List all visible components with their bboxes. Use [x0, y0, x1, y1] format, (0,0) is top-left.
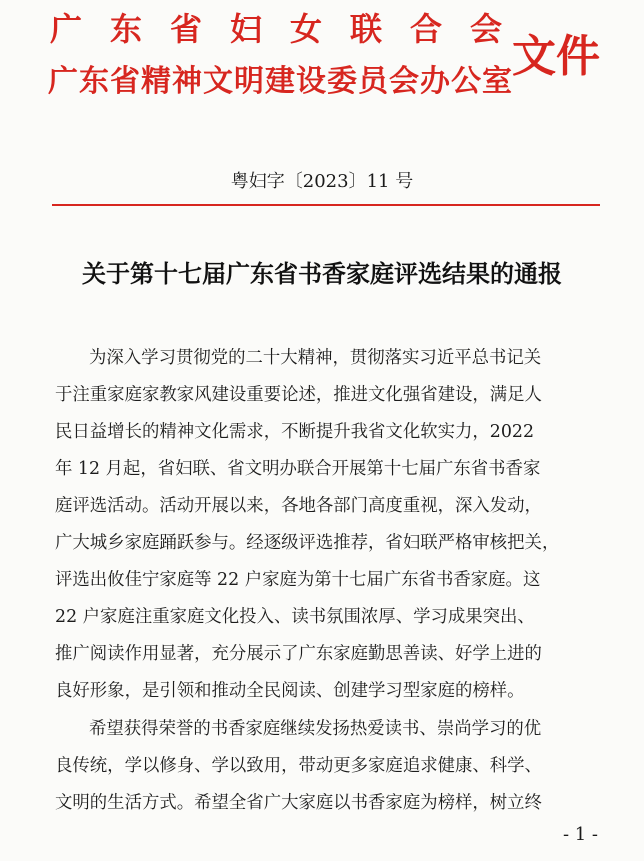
paragraph-line: 文明的生活方式。希望全省广大家庭以书香家庭为榜样，树立终 — [55, 793, 542, 813]
red-separator-line — [52, 204, 600, 206]
paragraph-line: 评选出攸佳宁家庭等 22 户家庭为第十七届广东省书香家庭。这 — [55, 570, 541, 590]
paragraph-line: 民日益增长的精神文化需求，不断提升我省文化软实力，2022 — [55, 422, 535, 442]
document-number: 粤妇字〔2023〕11 号 — [230, 171, 414, 192]
body-paragraph-1 — [55, 340, 600, 710]
paragraph-line: 于注重家庭家教家风建设重要论述，推进文化强省建设，满足人 — [55, 385, 542, 405]
paragraph-line: 庭评选活动。活动开展以来，各地各部门高度重视，深入发动， — [55, 496, 542, 516]
issuer-line-womens-federation: 广东省妇女联合会 — [50, 10, 531, 48]
issuer-line-civilization-office: 广东省精神文明建设委员会办公室 — [48, 64, 513, 99]
paragraph-line: 广大城乡家庭踊跃参与。经逐级评选推荐，省妇联严格审核把关， — [55, 533, 560, 553]
paragraph-line: 良传统，学以修身、学以致用，带动更多家庭追求健康、科学、 — [55, 756, 542, 776]
paragraph-line: 推广阅读作用显著，充分展示了广东家庭勤思善读、好学上进的 — [55, 644, 542, 664]
document-title: 关于第十七届广东省书香家庭评选结果的通报 — [82, 259, 562, 288]
body-paragraph-2 — [55, 711, 600, 822]
paragraph-line: 良好形象，是引领和推动全民阅读、创建学习型家庭的榜样。 — [55, 681, 525, 701]
paragraph-line: 22 户家庭注重家庭文化投入、读书氛围浓厚、学习成果突出、 — [55, 607, 535, 627]
file-label: 文件 — [512, 31, 600, 82]
paragraph-line: 希望获得荣誉的书香家庭继续发扬热爱读书、崇尚学习的优 — [89, 719, 542, 739]
page-number: - 1 - — [562, 824, 598, 845]
paragraph-line: 为深入学习贯彻党的二十大精神，贯彻落实习近平总书记关 — [89, 348, 542, 368]
paragraph-line: 年 12 月起，省妇联、省文明办联合开展第十七届广东省书香家 — [55, 459, 541, 479]
